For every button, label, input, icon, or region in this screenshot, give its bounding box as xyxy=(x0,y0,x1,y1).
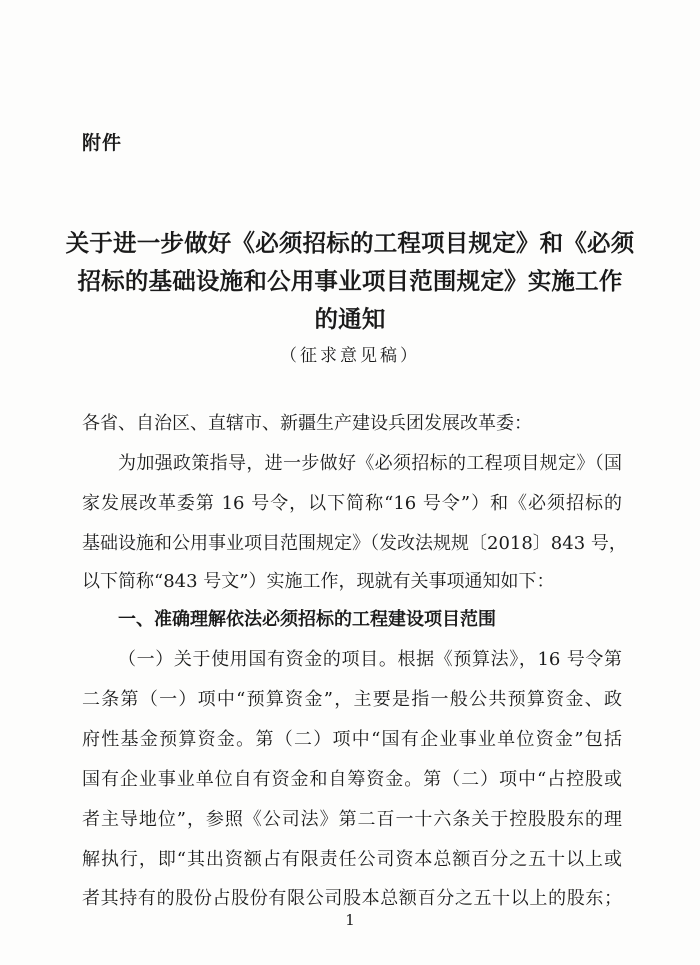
item1-line-7: 者其持有的股份占股份有限公司股本总额百分之五十以上的股东； xyxy=(82,888,622,909)
title-line-2: 招标的基础设施和公用事业项目范围规定》实施工作 xyxy=(77,267,623,295)
section-heading: 一、准确理解依法必须招标的工程建设项目范围 xyxy=(118,609,496,630)
item1-line-2: 二条第（一）项中“预算资金”，主要是指一般公共预算资金、政 xyxy=(82,689,622,710)
intro-line-1: 为加强政策指导，进一步做好《必须招标的工程项目规定》（国 xyxy=(118,453,622,474)
intro-line-4: 以下简称“843 号文”）实施工作，现就有关事项通知如下： xyxy=(82,571,555,592)
salutation: 各省、自治区、直辖市、新疆生产建设兵团发展改革委： xyxy=(82,413,532,434)
title-line-1: 关于进一步做好《必须招标的工程项目规定》和《必须 xyxy=(65,229,635,257)
document-title xyxy=(60,224,640,338)
attachment-label: 附件 xyxy=(82,132,123,154)
page-number: 1 xyxy=(345,911,355,929)
item1-line-1: （一）关于使用国有资金的项目。根据《预算法》，16 号令第 xyxy=(118,649,622,670)
intro-line-2: 家发展改革委第 16 号令，以下简称“16 号令”）和《必须招标的 xyxy=(82,493,622,514)
item1-line-3: 府性基金预算资金。第（二）项中“国有企业事业单位资金”包括 xyxy=(82,729,622,750)
intro-line-3: 基础设施和公用事业项目范围规定》（发改法规规〔2018〕843 号， xyxy=(82,533,627,554)
document-subtitle: （征求意见稿） xyxy=(280,346,420,366)
title-line-3: 的通知 xyxy=(314,305,386,333)
item1-line-5: 者主导地位”，参照《公司法》第二百一十六条关于控股股东的理 xyxy=(82,809,622,830)
item1-line-6: 解执行，即“其出资额占有限责任公司资本总额百分之五十以上或 xyxy=(82,849,622,870)
item1-line-4: 国有企业事业单位自有资金和自筹资金。第（二）项中“占控股或 xyxy=(82,769,622,790)
